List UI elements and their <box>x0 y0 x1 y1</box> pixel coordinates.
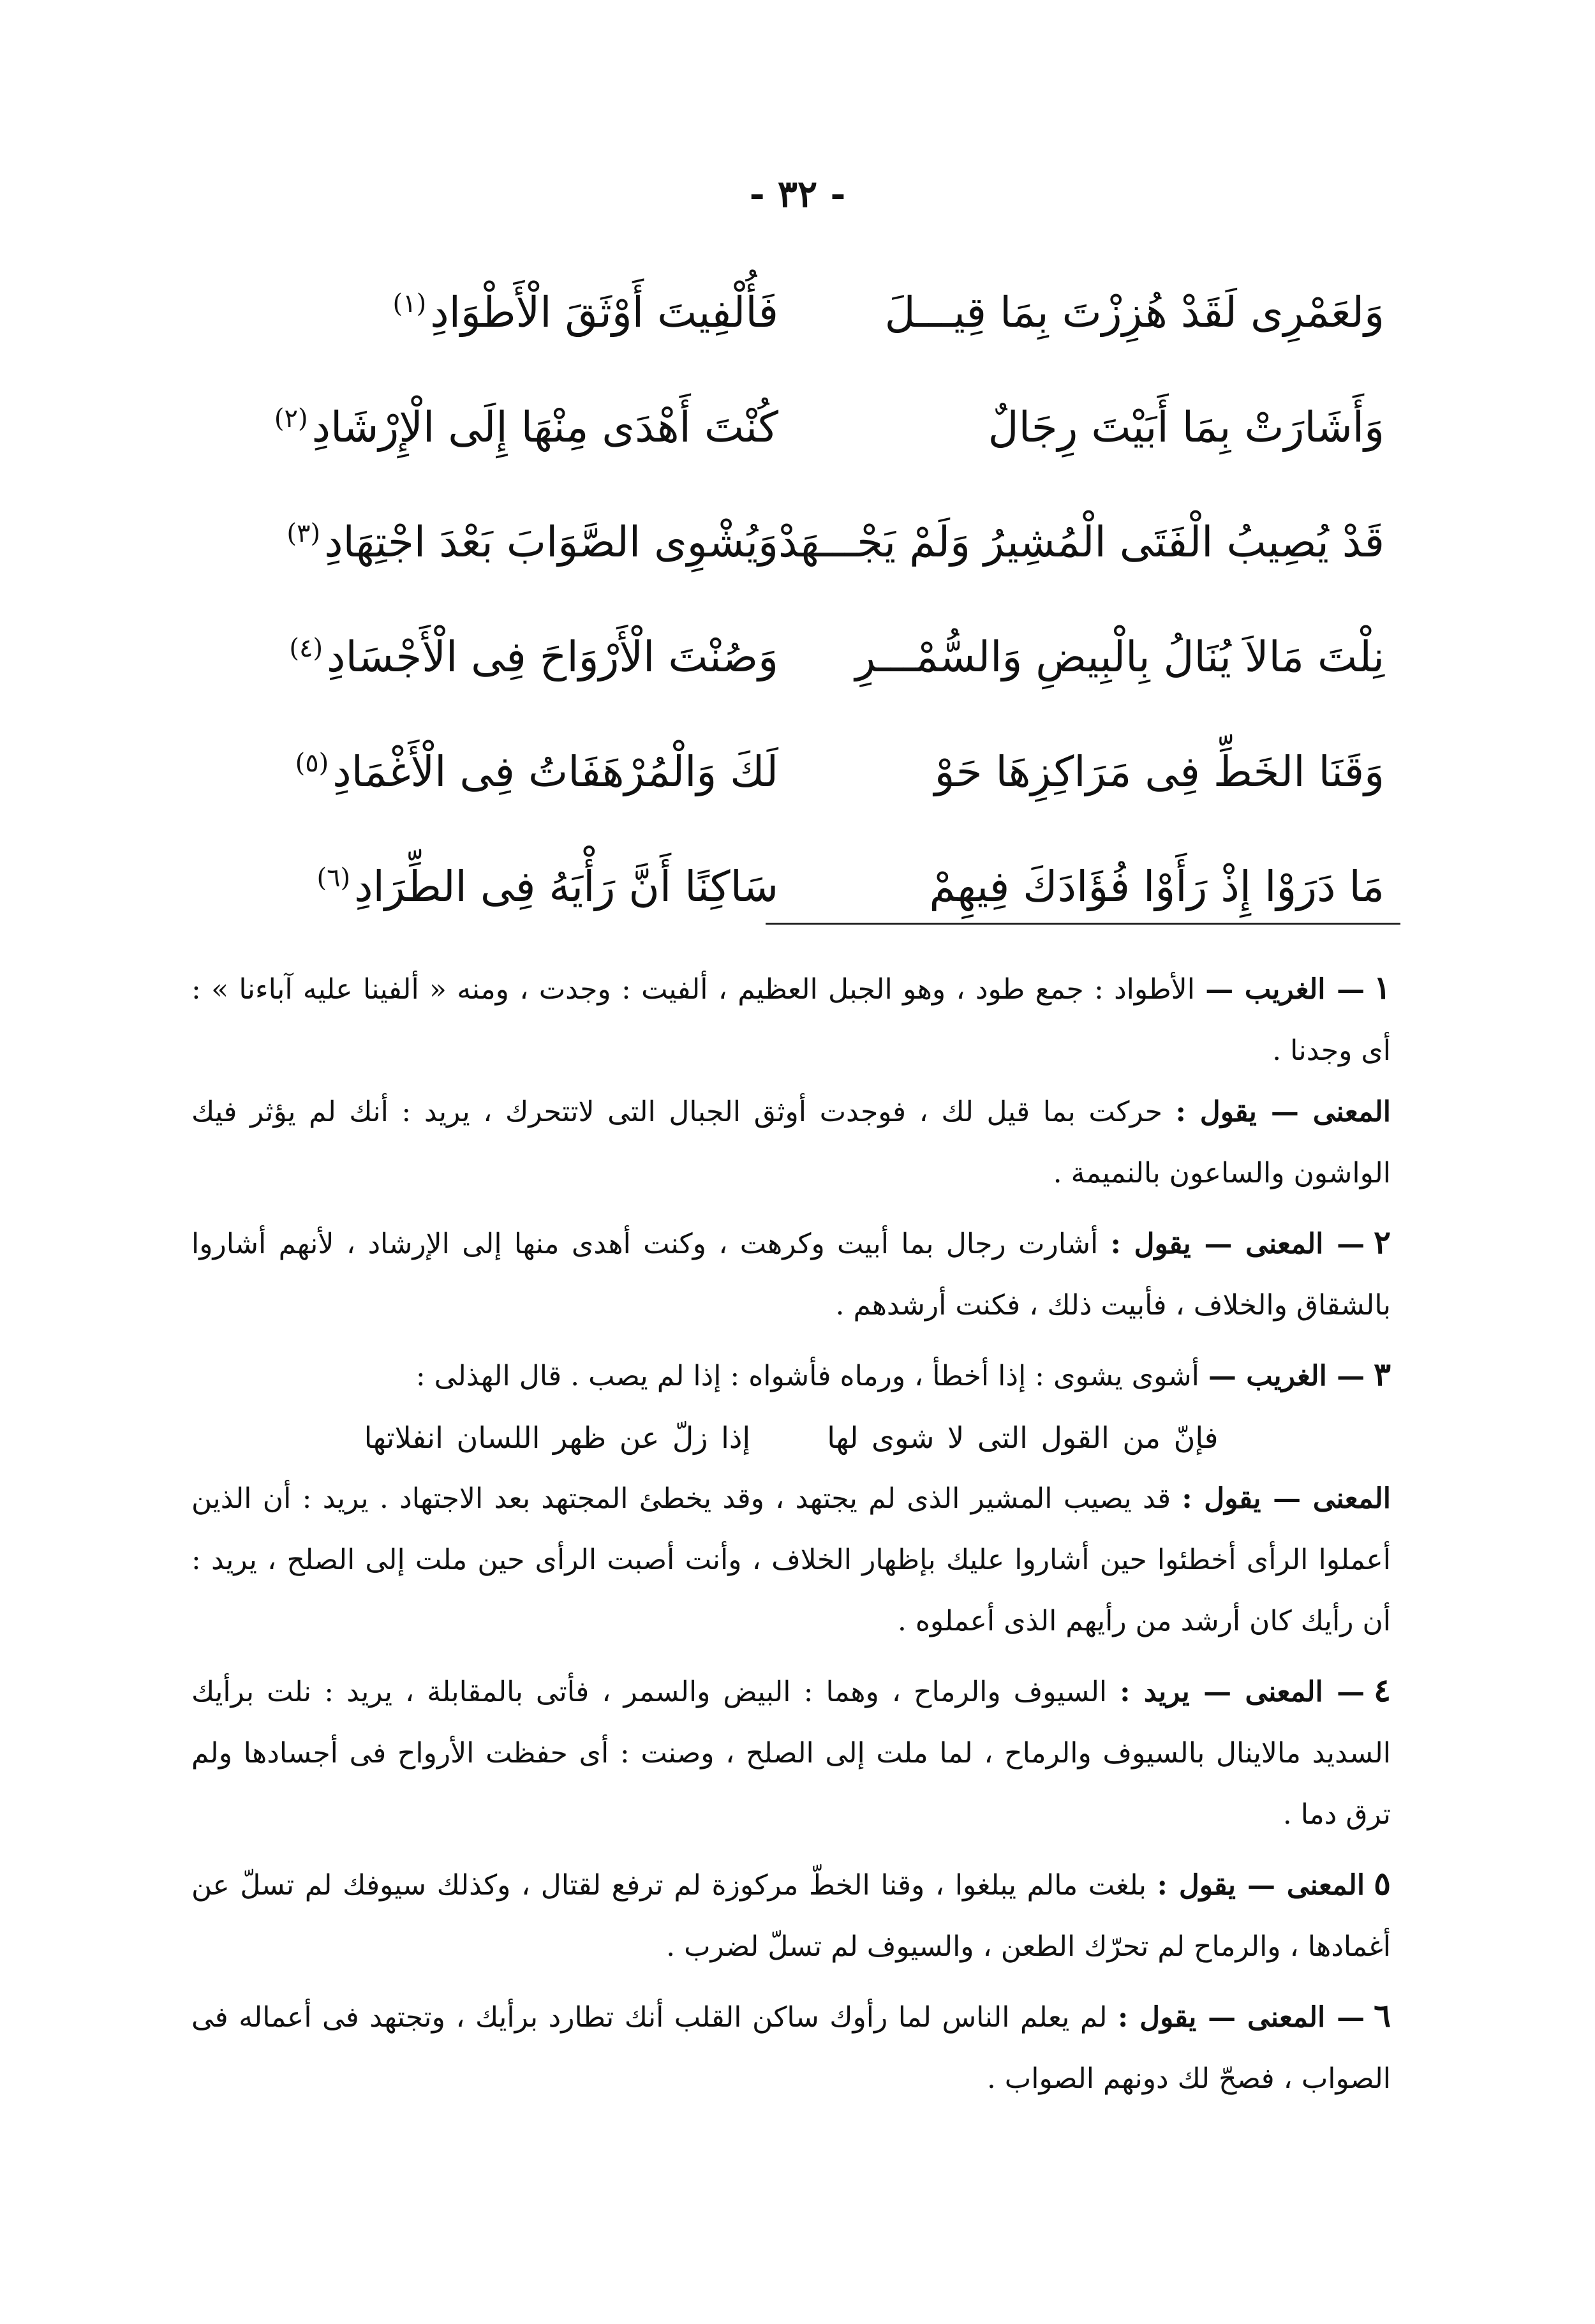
quoted-verse-first: فإنّ من القول التى لا شوى لها <box>827 1420 1219 1455</box>
footnote-paragraph <box>191 1212 1391 1336</box>
footnote-paragraph <box>191 1468 1391 1652</box>
verse <box>191 485 1384 600</box>
footnote-text: السيوف والرماح ، وهما : البيض والسمر ، فأتى بالمقابلة ، يريد : نلت برأيك السديد مالاينال بالسيوف والرماح ، لما ملت إلى الصلح ، وصنت : أى حفظت الأرواح فى أجسادها ولم ترق دما . <box>191 1676 1391 1831</box>
footnote-paragraph <box>191 1985 1391 2110</box>
footnote-term: — المعنى — يقول : <box>1110 1228 1365 1260</box>
footnote-ref: (١) <box>392 289 427 319</box>
poem <box>191 255 1384 944</box>
verse <box>191 600 1384 715</box>
verse <box>191 255 1384 370</box>
footnote-ref: (٤) <box>289 634 323 664</box>
verse-second-hemistich <box>191 747 778 797</box>
footnote-ref: (٥) <box>295 749 329 778</box>
verse-second-hemistich <box>191 632 778 682</box>
footnote-paragraph <box>191 957 1391 1082</box>
verse-second-hemistich <box>191 517 778 567</box>
footnote-text: لم يعلم الناس لما رأوك ساكن القلب أنك تطارد برأيك ، وتجتهد فى أعماله فى الصواب ، فصحّ لك دونهم الصواب . <box>191 2001 1391 2095</box>
footnote-number: ١ <box>1374 969 1391 1006</box>
footnote-text: قد يصيب المشير الذى لم يجتهد ، وقد يخطئ المجتهد بعد الاجتهاد . يريد : أن الذين أعملوا الرأى أخطئوا حين أشاروا عليك بإظهار الخلاف ، وأنت أصبت الرأى حين ملت إلى الصلح ، يريد : أن رأيك كان أرشد من رأيهم الذى أعملوه . <box>191 1482 1391 1637</box>
footnote-term: — المعنى — يقول : <box>1118 2001 1365 2034</box>
footnote-paragraph <box>191 1082 1391 1204</box>
footnote-number: ٢ <box>1374 1223 1391 1261</box>
footnote-text: بلغت مالم يبلغوا ، وقنا الخطّ مركوزة لم ترفع لقتال ، وكذلك سيوفك لم تسلّ عن أغمادها ، والرماح لم تحرّك الطعن ، والسيوف لم تسلّ لضرب . <box>191 1869 1391 1963</box>
quoted-verse <box>191 1407 1391 1468</box>
footnote-term: المعنى — يقول : <box>1157 1869 1365 1902</box>
footnote <box>191 1212 1391 1336</box>
footnote-text: أشارت رجال بما أبيت وكرهت ، وكنت أهدى منها إلى الإرشاد ، لأنهم أشاروا بالشقاق والخلاف ، فأبيت ذلك ، فكنت أرشدهم . <box>191 1228 1391 1322</box>
verse-first-hemistich: مَا دَرَوْا إِذْ رَأَوْا فُؤَادَكَ فِيهِمْ <box>929 862 1384 912</box>
verse <box>191 715 1384 830</box>
verse-second-text: وَصُنْتَ الْأَرْوَاحَ فِى الْأَجْسَادِ <box>327 632 778 682</box>
footnote-number: ٣ <box>1374 1355 1391 1393</box>
verse-second-text: فَأُلْفِيتَ أَوْثَقَ الْأَطْوَادِ <box>430 288 778 338</box>
verse-second-hemistich <box>191 287 778 338</box>
footnote <box>191 1660 1391 1845</box>
verse <box>191 830 1384 944</box>
verse-first-hemistich: وَأَشَارَتْ بِمَا أَبَيْتَ رِجَالٌ <box>988 403 1384 452</box>
verse-second-text: لَكَ وَالْمُرْهَفَاتُ فِى الْأَغْمَادِ <box>332 747 778 797</box>
footnote-term: المعنى — يقول : <box>1182 1482 1391 1515</box>
footnote-number: ٥ <box>1374 1865 1391 1902</box>
footnote-paragraph <box>191 1660 1391 1845</box>
footnote-ref: (٣) <box>286 519 321 549</box>
verse-first-hemistich: وَقَنَا الخَطِّ فِى مَرَاكِزِهَا حَوْ <box>934 747 1384 797</box>
footnote <box>191 1985 1391 2110</box>
footnote-text: الأطواد : جمع طود ، وهو الجبل العظيم ، ألفيت : وجدت ، ومنه « ألفينا عليه آباءنا » : أى وجدنا . <box>191 973 1391 1067</box>
footnote-paragraph <box>191 1853 1391 1978</box>
footnote <box>191 957 1391 1204</box>
footnote-term: — الغريب — <box>1208 1360 1365 1392</box>
verse-first-hemistich: نِلْتَ مَالاَ يُنَالُ بِالْبِيضِ وَالسُّمْـــرِ <box>855 632 1384 682</box>
footnote-text: أشوى يشوى : إذا أخطأ ، ورماه فأشواه : إذا لم يصب . قال الهذلى : <box>415 1360 1199 1392</box>
page-number: - ٣٢ - <box>749 172 846 216</box>
verse-first-hemistich: وَلعَمْرِى لَقَدْ هُزِزْتَ بِمَا قِيـــلَ <box>884 288 1384 338</box>
verse-first-hemistich: قَدْ يُصِيبُ الْفَتَى الْمُشِيرُ وَلَمْ يَجْـــهَدْ <box>778 518 1384 567</box>
verse-second-text: وَيُشْوِى الصَّوَابَ بَعْدَ اجْتِهَادِ <box>324 518 778 567</box>
verse-second-hemistich <box>191 402 778 452</box>
verse-second-text: كُنْتَ أَهْدَى مِنْهَا إِلَى الْإِرْشَادِ <box>311 403 778 452</box>
footnote-term: — المعنى — يريد : <box>1120 1676 1365 1708</box>
footnote-term: المعنى — يقول : <box>1175 1096 1391 1128</box>
verse-second-text: سَاكِنًا أَنَّ رَأْيَهُ فِى الطِّرَادِ <box>354 862 778 912</box>
footnote-number: ٤ <box>1374 1671 1391 1709</box>
verse <box>191 370 1384 485</box>
verse-second-hemistich <box>191 861 778 912</box>
footnotes <box>191 957 1391 2117</box>
footnote-divider <box>766 923 1400 925</box>
quoted-verse-second: إذا زلّ عن ظهر اللسان انفلاتها <box>364 1420 751 1455</box>
footnote-term: — الغريب — <box>1205 973 1365 1006</box>
footnote <box>191 1344 1391 1652</box>
footnote-number: ٦ <box>1374 1997 1391 2034</box>
footnote <box>191 1853 1391 1978</box>
footnote-paragraph <box>191 1344 1391 1407</box>
footnote-ref: (٢) <box>274 404 308 434</box>
footnote-ref: (٦) <box>316 863 351 893</box>
footnote-text: حركت بما قيل لك ، فوجدت أوثق الجبال التى لاتتحرك ، يريد : أنك لم يؤثر فيك الواشون والساعون بالنميمة . <box>191 1096 1391 1189</box>
